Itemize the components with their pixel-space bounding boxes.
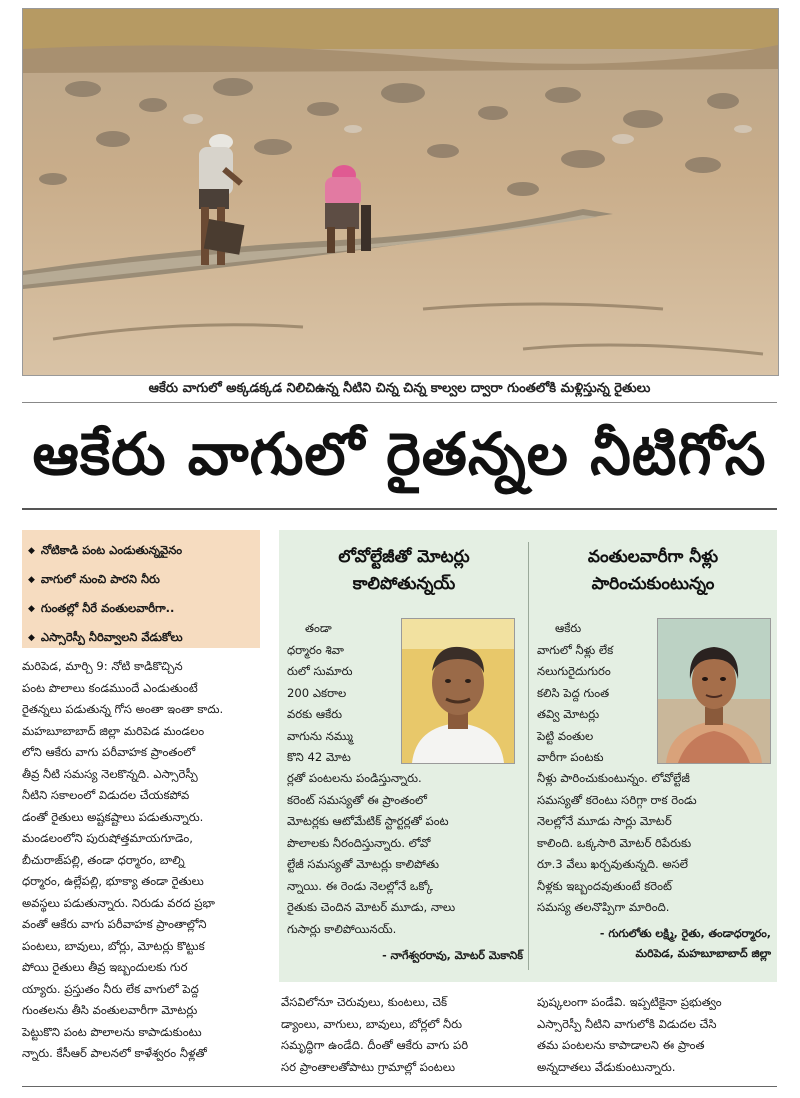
quote-text-wide [537, 768, 773, 919]
story-line: సర ప్రాంతాలతోపాటు గ్రామాల్లో పంటలు [281, 1059, 455, 1074]
quote-line: రూ.3 వేలు ఖర్చవుతున్నది. అసలే [537, 857, 689, 871]
quote-line: రులో సుమారు [287, 664, 353, 678]
story-line: నీటిని సకాలంలో విడుదల చేయకపోవ [22, 788, 190, 802]
story-line: మండలంలోని పురుషోత్తమాయగూడెం, [22, 831, 193, 845]
portrait-mechanic [401, 618, 515, 764]
quote-line: సమస్య తలనొప్పిగా మారింది. [537, 900, 670, 914]
quote-line: రైతుకు చెందిన మోటర్ మూడు, నాలు [287, 900, 456, 914]
story-line: అన్నదాతలు వేడుకుంటున్నారు. [537, 1059, 676, 1074]
quote-line: న్నాయి. ఈ రెండు నెలల్లోనే ఒక్కో [287, 878, 433, 893]
quote-line: వాగులో నీళ్లు లేక [537, 642, 614, 657]
quote-text-narrow [287, 618, 399, 769]
highlight-item: ◆ వాగులో నుంచి పారని నీరు [28, 565, 254, 594]
quote-line: వారీగా పంటకు [537, 750, 604, 764]
story-line: లోని ఆకేరు వాగు పరీవాహక ప్రాంతంలో [22, 745, 196, 759]
story-line: డంతో రైతులు అష్టకష్టాలు పడుతున్నారు. [22, 809, 204, 824]
story-line: తీవ్ర నీటి సమస్య నెలకొన్నది. ఎస్సారెస్పీ [22, 766, 198, 781]
highlight-item: ◆ గుంతల్లో నీరే వంతులవారీగా.. [28, 594, 254, 623]
right-story-column [537, 992, 777, 1078]
story-line: మహబూబాబాద్ జిల్లా మరిపెడ మండలం [22, 723, 205, 738]
quote-line: తవ్వి మోటర్లు [537, 707, 600, 721]
quote-line: కొని 42 మోట [287, 750, 351, 764]
headline: ఆకేరు వాగులో రైతన్నల నీటిగోస [32, 420, 767, 488]
quote-line: నెలల్లోనే మూడు సార్లు మోటర్ [537, 814, 672, 828]
story-line: మరిపెడ, మార్చి 9: నోటి కాడికొచ్చిన [22, 659, 183, 673]
story-line: డ్యాంలు, వాగులు, బావులు, బోర్లలో నీరు [281, 1016, 462, 1031]
divider-line [22, 508, 777, 510]
quotes-divider [528, 542, 529, 970]
quote-line: ల్టేజీ సమస్యతో మోటర్లు కాలిపోతు [287, 857, 440, 871]
quote-line: కలిసి పెద్ద గుంత [537, 685, 610, 700]
story-line: పంటలు, బావులు, బోర్లు, మోటర్లు కొట్టుక [22, 938, 205, 953]
quote-line: వరకు ఆకేరు [287, 707, 343, 721]
story-line: వేసవిలోనూ చెరువులు, కుంటలు, చెక్ [281, 995, 448, 1009]
quote-line: నలుగురైదుగురం [537, 664, 611, 678]
quote-line: నీళ్లకు ఇబ్బందవుతుంటే కరెంట్ [537, 878, 672, 893]
quote-line: ఆకేరు [555, 621, 582, 635]
middle-story-column [281, 992, 527, 1078]
highlight-item: ◆ నోటికాడి పంట ఎండుతున్నవైనం [28, 536, 254, 565]
highlight-item: ◆ ఎస్సారెస్పీ నీరివ్వాలని వేడుకోలు [28, 623, 254, 652]
quote-line: నీళ్లు పారించుకుంటున్నం. లోవోల్టేజీ [537, 771, 690, 785]
story-line: రైతన్నలు పడుతున్న గోస అంతా ఇంతా కాదు. [22, 702, 224, 716]
photo-farmers-in-dry-stream [23, 9, 778, 375]
story-line: అవస్థలు పడుతున్నారు. నిరుడు వరద ప్రభా [22, 895, 215, 910]
quote-text-wide [287, 768, 523, 940]
main-story-column [22, 656, 262, 1065]
story-line: తమ పంటలను కాపాడాలని ఈ ప్రాంత [537, 1038, 705, 1052]
story-line: వంతో ఆకేరు వాగు పరీవాహక ప్రాంతాల్లోని [22, 917, 207, 931]
story-line: పెట్టుకొని పంట పొలాలను కాపాడుకుంటు [22, 1024, 202, 1039]
story-line: ధర్మారం, ఉల్లేపల్లి, భూక్యా తండా రైతులు [22, 874, 204, 888]
quote-line: ర్లతో పంటలను పండిస్తున్నారు. [287, 771, 422, 785]
quote-title-right [535, 544, 771, 598]
highlights-box [22, 530, 260, 648]
quote-title-line: లోవోల్టేజీతో మోటర్లు [338, 547, 470, 567]
quotes-box [279, 530, 777, 982]
photo-caption: ఆకేరు వాగులో అక్కడక్కడ నిలిచిఉన్న నీటిని చిన్న చిన్న కాల్వల ద్వారా గుంతలోకి మళ్లిస్తున్న రైతులు [148, 381, 651, 396]
quote-title-line: వంతులవారీగా నీళ్లు [587, 547, 719, 567]
quote-line: వాగును నమ్ము [287, 728, 353, 743]
story-line: పోయి రైతులు తీవ్ర ఇబ్బందులకు గుర [22, 960, 188, 974]
story-line: బీచురాజ్‌పల్లి, తండా ధర్మారం, బాల్ని [22, 852, 185, 867]
quote-title-line: పారించుకుంటున్నం [591, 574, 715, 594]
woman-portrait-photo [658, 619, 770, 763]
story-line: య్యారు. ప్రస్తుతం నీరు లేక వాగులో పెద్ద [22, 981, 199, 996]
news-photo [22, 8, 779, 376]
story-line: న్నారు. కేసీఆర్ పాలనలో కాళేశ్వరం నీళ్లతో [22, 1046, 207, 1060]
quote-line: 200 ఎకరాల [287, 685, 347, 700]
portrait-farmer-woman [657, 618, 771, 764]
credit-line: మరిపెడ, మహబూబాబాద్ జిల్లా [635, 947, 771, 960]
quote-line: కరెంట్ సమస్యతో ఈ ప్రాంతంలో [287, 792, 427, 807]
quote-title-left [285, 544, 523, 598]
story-line: గుంతలను తీసి వంతులవారీగా మోటర్లు [22, 1003, 198, 1017]
divider-line [22, 402, 777, 403]
quote-line: పెట్టి వంతుల [537, 728, 594, 743]
credit-line: - గుగులోతు లక్ష్మి, రైతు, తండాధర్మారం, [599, 927, 771, 940]
quote-title-line: కాలిపోతున్నయ్ [352, 574, 456, 594]
quote-line: పొలాలకు నీరందిస్తున్నారు. లోవో [287, 835, 431, 850]
bottom-rule [22, 1086, 777, 1087]
quote-line: తండా [305, 621, 332, 635]
quote-credit-right [537, 924, 771, 964]
story-line: ఎస్సారెస్పీ నీటిని వాగులోకి విడుదల చేసి [537, 1016, 717, 1031]
quote-line: ధర్మారం శివా [287, 642, 344, 657]
quote-line: మోటర్లకు ఆటోమేటిక్ స్టార్టర్లతో పంట [287, 814, 449, 828]
quote-line: కాలింది. ఒక్కసారి మోటర్ రిపేరుకు [537, 835, 692, 850]
man-portrait-photo [402, 619, 514, 763]
story-line: పంట పొలాలు కండముందే ఎండుతుంటే [22, 680, 198, 695]
quote-text-narrow [537, 618, 655, 769]
quote-credit-left: - నాగేశ్వరరావు, మోటర్ మెకానిక్ [382, 949, 523, 962]
quote-line: సమస్యతో కరెంటు సరిగ్గా రాక రెండు [537, 792, 697, 807]
story-line: పుష్కలంగా పండేవి. ఇప్పటికైనా ప్రభుత్వం [537, 995, 722, 1009]
story-line: సమృద్ధిగా ఉండేది. దీంతో ఆకేరు వాగు పరి [281, 1038, 469, 1052]
quote-line: గుసార్లు కాలిపోయినయ్. [287, 921, 397, 936]
